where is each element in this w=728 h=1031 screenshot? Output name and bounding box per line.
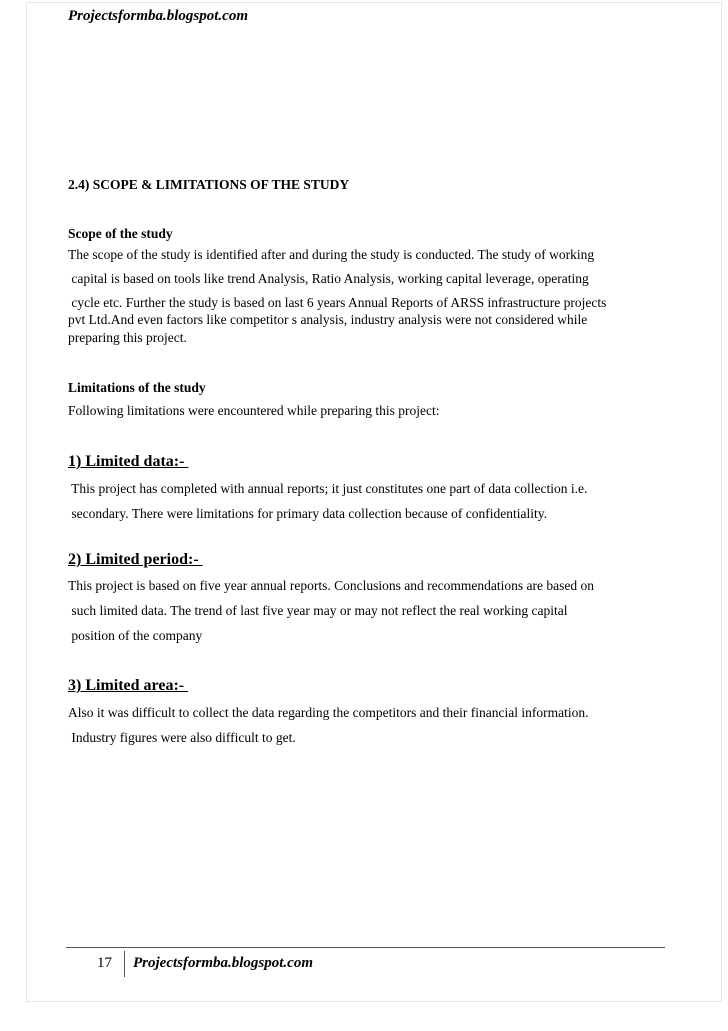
limitation-1-line: secondary. There were limitations for primary data collection because of confidentiality.	[68, 506, 547, 521]
limitation-2-line: This project is based on five year annual reports. Conclusions and recommendations are based on	[68, 578, 594, 593]
limitation-2-line: such limited data. The trend of last five year may or may not reflect the real working capital	[68, 603, 568, 618]
scope-line: cycle etc. Further the study is based on last 6 years Annual Reports of ARSS infrastructure projects	[68, 295, 607, 310]
page-border	[26, 2, 722, 1002]
limitation-1-heading: 1) Limited data:-	[68, 453, 189, 470]
footer-divider	[124, 951, 125, 977]
limitations-heading: Limitations of the study	[68, 380, 206, 395]
footer-page-number: 17	[97, 955, 112, 971]
scope-line: capital is based on tools like trend Analysis, Ratio Analysis, working capital leverage, operating	[68, 271, 589, 286]
limitation-3-line: Industry figures were also difficult to get.	[68, 730, 296, 745]
scope-heading: Scope of the study	[68, 226, 173, 241]
scope-line: pvt Ltd.And even factors like competitor s analysis, industry analysis were not considered while	[68, 312, 588, 327]
footer-rule	[66, 947, 665, 948]
limitations-intro: Following limitations were encountered while preparing this project:	[68, 403, 440, 418]
limitation-1-line: This project has completed with annual reports; it just constitutes one part of data collection i.e.	[68, 481, 588, 496]
limitation-2-line: position of the company	[68, 628, 203, 643]
limitation-3-line: Also it was difficult to collect the data regarding the competitors and their financial information.	[68, 705, 589, 720]
header-site-name: Projectsformba.blogspot.com	[68, 8, 248, 24]
section-title: 2.4) SCOPE & LIMITATIONS OF THE STUDY	[68, 177, 350, 192]
limitation-2-heading: 2) Limited period:-	[68, 551, 203, 568]
scope-line: preparing this project.	[68, 330, 187, 345]
scope-line: The scope of the study is identified after and during the study is conducted. The study of working	[68, 247, 595, 262]
limitation-3-heading: 3) Limited area:-	[68, 677, 189, 694]
footer-site-name: Projectsformba.blogspot.com	[133, 955, 313, 971]
